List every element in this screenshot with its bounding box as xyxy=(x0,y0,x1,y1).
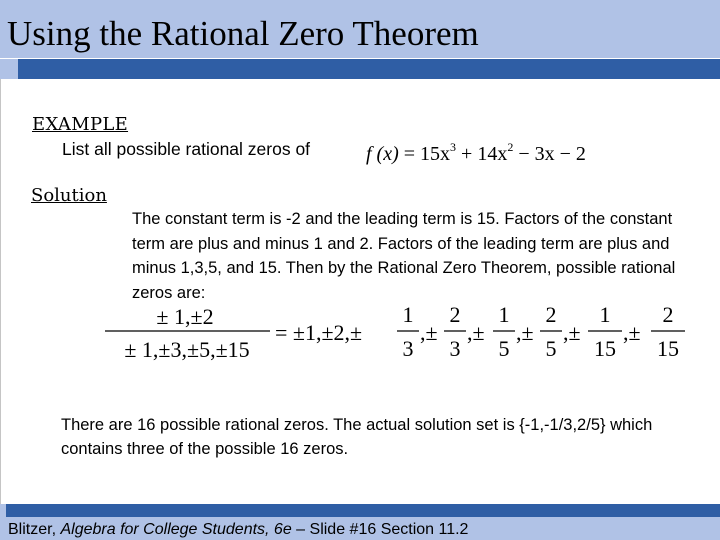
function-lhs: f (x) xyxy=(366,143,399,165)
function-rest: − 3x − 2 xyxy=(513,143,586,165)
big-fraction-denominator: ± 1,±3,±5,±15 xyxy=(124,337,250,362)
big-fraction-numerator: ± 1,±2 xyxy=(156,304,214,329)
fraction-denominator: 3 xyxy=(449,336,461,361)
footer-stripe-notch xyxy=(0,504,6,517)
footer-slide-info: – Slide #16 Section 11.2 xyxy=(291,521,469,538)
fraction-denominator: 3 xyxy=(402,336,414,361)
function-term1: 15x xyxy=(420,143,451,165)
solution-paragraph: The constant term is -2 and the leading term is 15. Factors of the constant term are plus and minus 1 and 2. Factors of the leading term are plus and minus 1,3,5, and 15. Then by the Rational Zero Theorem, possible rational zeros are: xyxy=(132,210,676,302)
example-heading: EXAMPLE xyxy=(32,114,129,135)
fraction-numerator: 1 xyxy=(402,302,414,327)
fraction-separator: ,± xyxy=(420,320,438,345)
function-equals: = xyxy=(403,143,416,165)
fraction-numerator: 2 xyxy=(662,302,674,327)
fraction-denominator: 5 xyxy=(545,336,557,361)
function-equation xyxy=(366,135,586,166)
fraction-numerator: 2 xyxy=(545,302,557,327)
fraction-denominator: 5 xyxy=(498,336,510,361)
fraction-numerator: 2 xyxy=(449,302,461,327)
fraction-separator: ,± xyxy=(467,320,485,345)
fraction-denominator: 15 xyxy=(657,336,679,361)
footer-author: Blitzer, xyxy=(8,521,61,538)
fraction-numerator: 1 xyxy=(599,302,611,327)
fraction-separator: ,± xyxy=(623,320,641,345)
function-exp1: 3 xyxy=(450,140,457,154)
rational-zeros-expression xyxy=(100,296,700,364)
solution-heading: Solution xyxy=(31,185,107,206)
slide-title: Using the Rational Zero Theorem xyxy=(7,14,479,53)
whole-terms: = ±1,±2,± xyxy=(275,320,363,345)
conclusion-text: There are 16 possible rational zeros. The actual solution set is {-1,-1/3,2/5} which contains three of the possible 16 zeros. xyxy=(61,416,653,458)
title-stripe-notch xyxy=(0,59,18,79)
function-exp2: 2 xyxy=(507,140,514,154)
function-term2: + 14x xyxy=(456,143,508,165)
fraction-numerator: 1 xyxy=(498,302,510,327)
fraction-separator: ,± xyxy=(563,320,581,345)
footer-accent-stripe xyxy=(0,504,720,517)
title-accent-stripe xyxy=(0,59,720,79)
left-border-rule xyxy=(0,79,1,504)
fraction-denominator: 15 xyxy=(594,336,616,361)
example-prompt: List all possible rational zeros of xyxy=(62,139,311,159)
fraction-separator: ,± xyxy=(516,320,534,345)
footer-citation xyxy=(8,520,468,540)
footer-book-title: Algebra for College Students, 6e xyxy=(60,521,292,538)
